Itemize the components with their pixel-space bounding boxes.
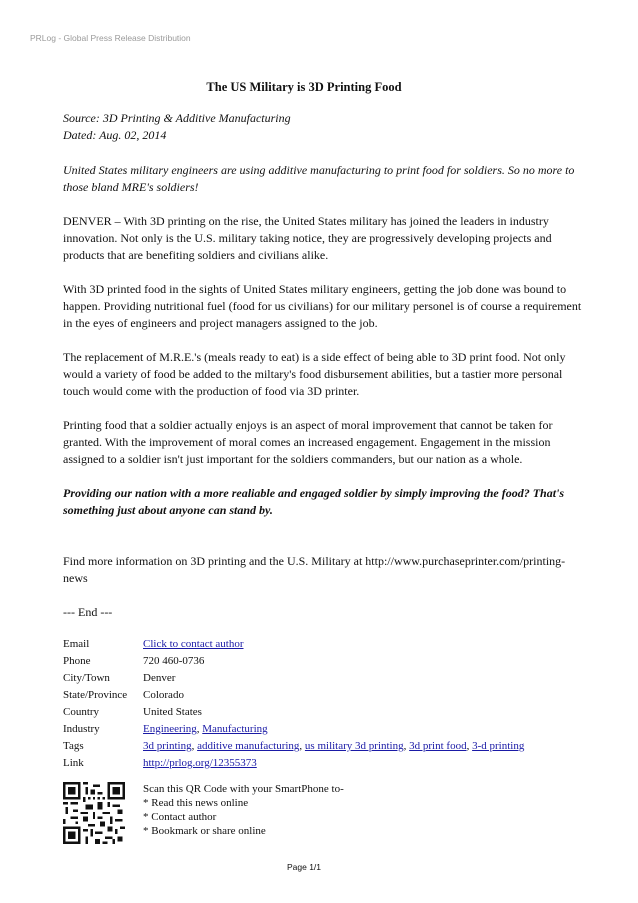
end-marker: --- End --- <box>63 605 113 619</box>
more-info: Find more information on 3D printing and the U.S. Military at http://www.purchaseprinter.com/printing-news <box>63 554 566 585</box>
tags-label: Tags <box>63 740 84 752</box>
contact-row-city <box>63 670 524 687</box>
phone-label: Phone <box>63 655 91 667</box>
paragraph-1: DENVER – With 3D printing on the rise, the United States military has joined the leaders in industry innovation. Not only is the U.S. military taking notice, they are progressively developing projects and products that are benefiting soldiers and civilians alike. <box>63 214 552 262</box>
city-value: Denver <box>143 672 176 684</box>
contact-row-link <box>63 755 524 772</box>
paragraph-3: The replacement of M.R.E.'s (meals ready to eat) is a side effect of being able to 3D print food. Not only would a variety of food be added to the miltary's food disbursement abilities, but a tastier more personal touch would come with the production of food via 3D printer. <box>63 350 566 398</box>
industry-link-engineering[interactable]: Engineering <box>143 723 197 735</box>
country-value: United States <box>143 706 202 718</box>
paragraph-2: With 3D printed food in the sights of United States military engineers, getting the job done was bound to happen. Providing nutritional fuel (food for us civilians) for our military personel is of course a requirement in the eyes of engineers and project managers assigned to the job. <box>63 282 582 330</box>
tag-link[interactable]: 3d printing <box>143 740 192 752</box>
paragraph-4: Printing food that a soldier actually enjoys is an aspect of moral improvement that cannot be taken for granted. With the improvement of moral comes an increased engagement. Engagement in the mission assigned to a soldier isn't just important for the soldiers commanders, but our nation as a whole. <box>63 418 553 466</box>
tag-link[interactable]: 3d print food <box>409 740 467 752</box>
page-number: Page 1/1 <box>286 862 322 872</box>
qr-code-icon <box>63 782 125 844</box>
contact-row-state <box>63 687 524 704</box>
contact-row-email <box>63 636 524 653</box>
email-label: Email <box>63 638 90 650</box>
closing-statement: Providing our nation with a more realiable and engaged soldier by simply improving the food? That's something just about anyone can stand by. <box>63 486 565 517</box>
contact-row-country <box>63 704 524 721</box>
tag-link[interactable]: 3-d printing <box>472 740 525 752</box>
article-date: Dated: Aug. 02, 2014 <box>63 128 167 142</box>
article-source: Source: 3D Printing & Additive Manufacturing <box>63 111 291 125</box>
country-label: Country <box>63 706 100 718</box>
contact-row-industry: Industry Engineering, Manufacturing <box>63 721 524 738</box>
contact-table <box>63 636 524 772</box>
tag-link[interactable]: additive manufacturing <box>197 740 300 752</box>
state-label: State/Province <box>63 689 128 701</box>
link-label: Link <box>63 757 84 769</box>
article-summary: United States military engineers are using additive manufacturing to print food for soldiers. So no more to those bland MRE's soldiers! <box>63 163 575 194</box>
contact-row-tags: Tags 3d printing, additive manufacturing, us military 3d printing, 3d print food, 3-d printing <box>63 738 524 755</box>
site-header: PRLog - Global Press Release Distribution <box>30 33 191 43</box>
industry-link-manufacturing[interactable]: Manufacturing <box>202 723 268 735</box>
contact-author-link[interactable]: Click to contact author <box>143 638 244 650</box>
phone-value: 720 460-0736 <box>143 655 205 667</box>
qr-section <box>63 782 583 852</box>
page-title: The US Military is 3D Printing Food <box>206 80 402 94</box>
press-release-link[interactable]: http://prlog.org/12355373 <box>143 757 257 769</box>
qr-option-read: * Read this news online <box>143 797 249 809</box>
tag-link[interactable]: us military 3d printing <box>304 740 404 752</box>
qr-intro: Scan this QR Code with your SmartPhone to- <box>143 783 344 795</box>
qr-instructions <box>143 782 344 838</box>
state-value: Colorado <box>143 689 184 701</box>
industry-label: Industry <box>63 723 100 735</box>
contact-row-phone <box>63 653 524 670</box>
article-body <box>63 110 583 852</box>
qr-option-contact: * Contact author <box>143 811 217 823</box>
city-label: City/Town <box>63 672 110 684</box>
qr-option-bookmark: * Bookmark or share online <box>143 825 266 837</box>
